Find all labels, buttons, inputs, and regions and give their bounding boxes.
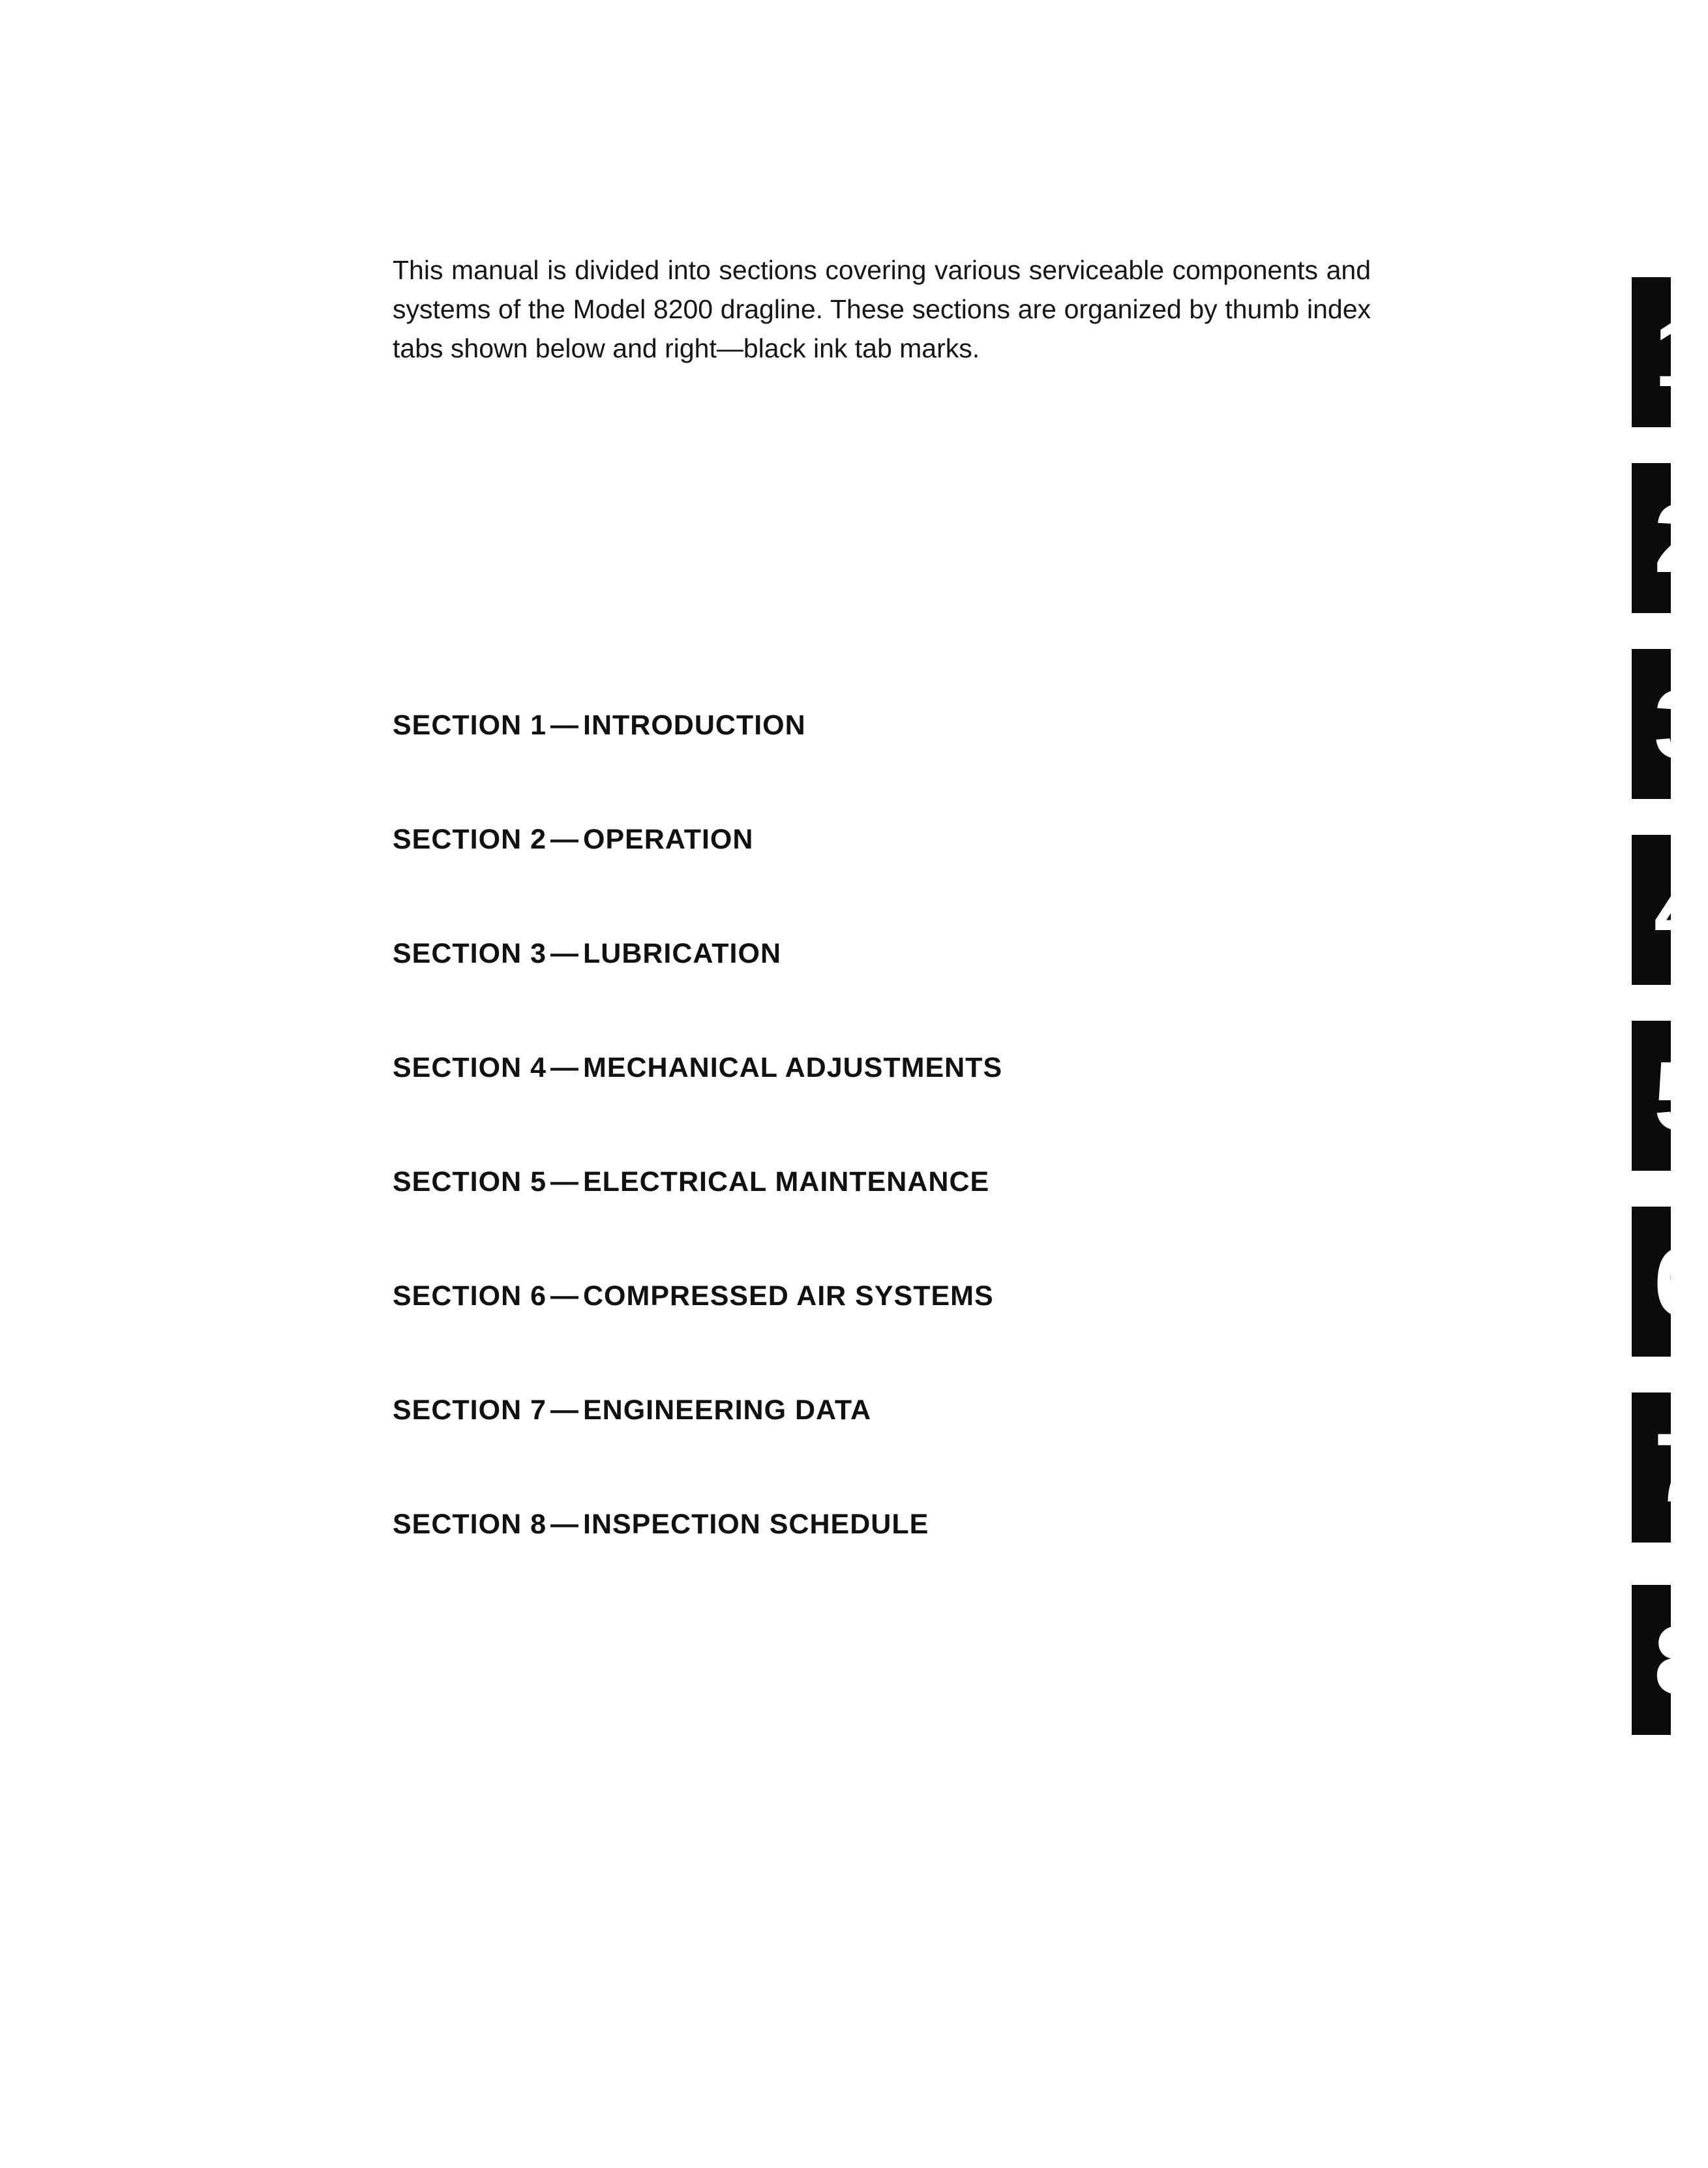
- tab-label: 1: [1654, 297, 1708, 407]
- section-separator: —: [550, 1052, 579, 1083]
- section-1-entry: [393, 706, 1002, 820]
- section-list: [393, 706, 1002, 1619]
- thumb-tab-1[interactable]: [1632, 277, 1708, 427]
- section-number: SECTION 1: [393, 710, 547, 741]
- section-separator: —: [550, 938, 579, 969]
- section-4-entry: [393, 1048, 1002, 1162]
- tab-label: 8: [1654, 1605, 1708, 1715]
- section-separator: —: [550, 710, 579, 741]
- section-separator: —: [550, 1166, 579, 1197]
- section-number: SECTION 8: [393, 1509, 547, 1540]
- tab-label: 7: [1654, 1413, 1708, 1522]
- thumb-index-tabs: [1632, 0, 1708, 2168]
- section-8-entry: [393, 1505, 1002, 1619]
- tab-label: 4: [1654, 855, 1708, 965]
- section-number: SECTION 7: [393, 1394, 547, 1426]
- thumb-tab-4[interactable]: [1632, 835, 1708, 985]
- section-number: SECTION 6: [393, 1280, 547, 1312]
- section-separator: —: [550, 1280, 579, 1312]
- tab-label: 5: [1654, 1041, 1708, 1151]
- thumb-tab-7[interactable]: [1632, 1393, 1708, 1543]
- thumb-tab-2[interactable]: [1632, 463, 1708, 613]
- thumb-tab-3[interactable]: [1632, 649, 1708, 799]
- section-separator: —: [550, 1509, 579, 1540]
- section-3-entry: [393, 934, 1002, 1048]
- section-number: SECTION 4: [393, 1052, 547, 1083]
- section-title: OPERATION: [583, 824, 754, 855]
- section-title: INTRODUCTION: [583, 710, 806, 741]
- section-title: MECHANICAL ADJUSTMENTS: [583, 1052, 1003, 1083]
- section-title: ELECTRICAL MAINTENANCE: [583, 1166, 990, 1197]
- section-title: ENGINEERING DATA: [583, 1394, 872, 1426]
- thumb-tab-8[interactable]: [1632, 1585, 1708, 1735]
- section-separator: —: [550, 824, 579, 855]
- section-title: INSPECTION SCHEDULE: [583, 1509, 929, 1540]
- tab-label: 3: [1654, 669, 1708, 779]
- section-2-entry: [393, 820, 1002, 934]
- section-5-entry: [393, 1162, 1002, 1276]
- thumb-tab-5[interactable]: [1632, 1021, 1708, 1171]
- section-number: SECTION 5: [393, 1166, 547, 1197]
- tab-label: 6: [1654, 1227, 1708, 1336]
- section-number: SECTION 2: [393, 824, 547, 855]
- section-title: COMPRESSED AIR SYSTEMS: [583, 1280, 994, 1312]
- thumb-tab-6[interactable]: [1632, 1207, 1708, 1357]
- section-number: SECTION 3: [393, 938, 547, 969]
- tab-label: 2: [1654, 483, 1708, 593]
- intro-paragraph: This manual is divided into sections covering various serviceable components and systems of the Model 8200 dragline. These sections are organized by thumb index tabs shown below and right—black ink tab marks.: [393, 255, 1371, 363]
- section-separator: —: [550, 1394, 579, 1426]
- section-title: LUBRICATION: [583, 938, 782, 969]
- section-7-entry: [393, 1391, 1002, 1505]
- section-6-entry: [393, 1276, 1002, 1391]
